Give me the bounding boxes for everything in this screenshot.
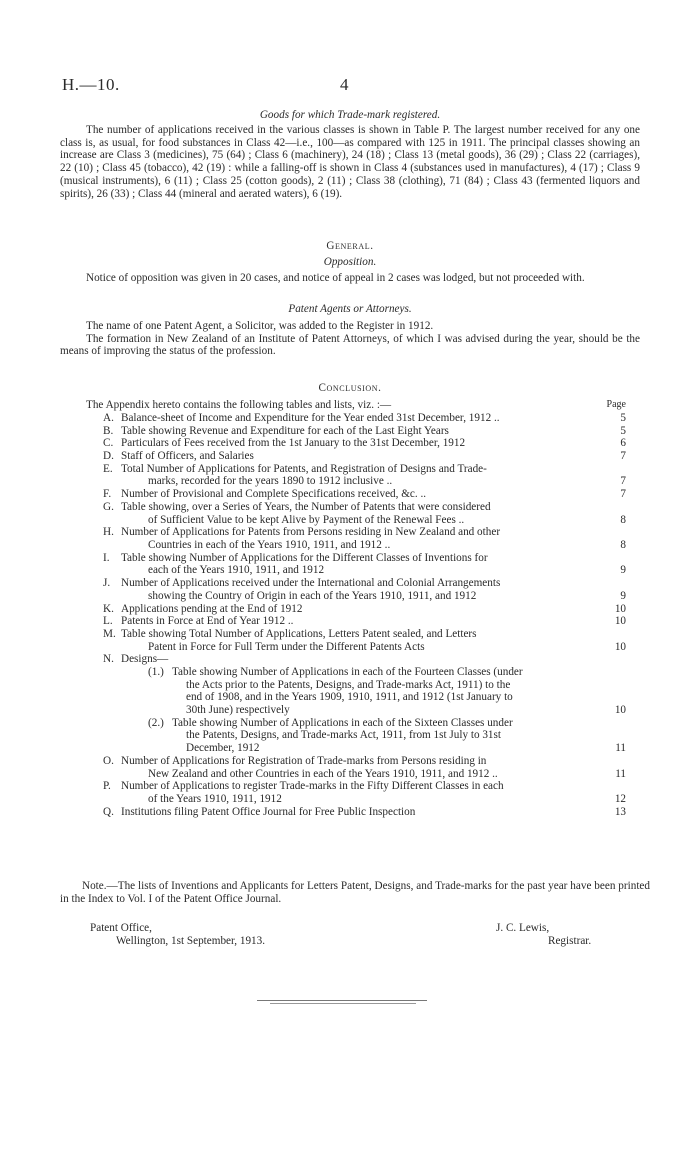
note-paragraph bbox=[60, 880, 650, 905]
appendix-entry-text: Table showing, over a Series of Years, the Number of Patents that were considered bbox=[121, 500, 491, 513]
note-text: Note.—The lists of Inventions and Applicants for Letters Patent, Designs, and Trade-marks for the past year have been printed in the Index to Vol. I of the Patent Office Journal. bbox=[60, 880, 650, 905]
appendix-entry-page: 11 bbox=[615, 742, 626, 755]
appendix-entry-letter: I. bbox=[103, 551, 110, 564]
appendix-entry-letter: J. bbox=[103, 577, 111, 590]
appendix-entry-text: Number of Applications for Registration of Trade-marks from Persons residing in bbox=[121, 754, 487, 767]
appendix-entry-letter: D. bbox=[103, 450, 114, 463]
appendix-entry-letter: C. bbox=[103, 437, 114, 450]
appendix-entry-text: Countries in each of the Years 1910, 1911, and 1912 .. bbox=[148, 538, 391, 551]
appendix-entry-text: Staff of Officers, and Salaries bbox=[121, 450, 254, 463]
opposition-heading: Opposition. bbox=[323, 256, 377, 268]
appendix-entry-text: Number of Applications received under the International and Colonial Arrangements bbox=[121, 577, 501, 590]
appendix-entry-page: 7 bbox=[620, 450, 626, 463]
signoff-name: J. C. Lewis, bbox=[496, 922, 550, 934]
appendix-entry-page: 7 bbox=[620, 475, 626, 488]
appendix-entry-letter: (2.) bbox=[148, 716, 164, 729]
appendix-entry-text: New Zealand and other Countries in each of the Years 1910, 1911, and 1912 .. bbox=[148, 767, 498, 780]
appendix-entry-letter: E. bbox=[103, 462, 113, 475]
appendix-intro-line bbox=[86, 399, 626, 411]
page-number: 4 bbox=[340, 75, 349, 94]
appendix-entry-text: Total Number of Applications for Patents, and Registration of Designs and Trade- bbox=[121, 462, 487, 475]
appendix-entry-text: Institutions filing Patent Office Journal for Free Public Inspection bbox=[121, 805, 416, 818]
appendix-entry-page: 9 bbox=[620, 589, 626, 602]
goods-paragraph bbox=[60, 124, 640, 200]
appendix-entry-text: Designs— bbox=[121, 653, 169, 666]
appendix-entry-text: of the Years 1910, 1911, 1912 bbox=[148, 792, 282, 805]
appendix-entry-page: 8 bbox=[620, 513, 626, 526]
agents-body-2: The formation in New Zealand of an Institute of Patent Attorneys, of which I was advised during the year, should be the means of improving the status of the profession. bbox=[60, 332, 640, 358]
appendix-entry-text: Patent in Force for Full Term under the Different Patents Acts bbox=[148, 640, 425, 653]
appendix-entry-text: the Patents, Designs, and Trade-marks Act, 1911, from 1st July to 31st bbox=[186, 729, 501, 742]
opposition-body: Notice of opposition was given in 20 cases, and notice of appeal in 2 cases was lodged, but not proceeded with. bbox=[86, 272, 585, 284]
document-reference: H.—10. bbox=[62, 75, 120, 94]
opposition-paragraph bbox=[60, 272, 640, 285]
page-column-label: Page bbox=[606, 399, 626, 410]
appendix-entry-text: Table showing Revenue and Expenditure for each of the Last Eight Years bbox=[121, 424, 449, 437]
appendix-entry-letter: H. bbox=[103, 526, 114, 539]
appendix-entry-page: 10 bbox=[614, 640, 626, 653]
agents-heading: Patent Agents or Attorneys. bbox=[288, 303, 412, 315]
appendix-entry-page: 13 bbox=[614, 805, 626, 818]
appendix-entry-page: 12 bbox=[614, 792, 626, 805]
general-heading: General. bbox=[326, 240, 374, 252]
goods-body: The number of applications received in the various classes is shown in Table P. The largest number received for any one class is, as usual, for food substances in Class 42—i.e., 100—as compared with 125 in 1911. The principal classes showing an increase are Class 3 (medicines), 75 (64) ; Class 6 (machinery), 24 (18) ; Class 13 (metal goods), 36 (29) ; Class 22 (carriages), 22 (10) ; Class 45 (tobacco), 42 (19) : while a falling-off is shown in Class 4 (substances used in manufactures), 4 (17) ; Class 9 (musical instruments), 6 (11) ; Class 25 (cotton goods), 2 (11) ; Class 38 (clothing), 71 (84) ; Class 43 (fermented liquors and spirits), 26 (33) ; Class 44 (mineral and aerated waters), 6 (19). bbox=[60, 124, 640, 200]
appendix-entry-letter: K. bbox=[103, 602, 114, 615]
appendix-entry-text: each of the Years 1910, 1911, and 1912 bbox=[148, 564, 325, 577]
appendix-entry-page: 10 bbox=[614, 704, 626, 717]
appendix-entry-text: Number of Provisional and Complete Specifications received, &c. .. bbox=[121, 488, 427, 501]
appendix-entry-letter: O. bbox=[103, 754, 114, 767]
appendix-entry-text: Table showing Number of Applications in each of the Sixteen Classes under bbox=[172, 716, 513, 729]
appendix-entry-text: Particulars of Fees received from the 1st January to the 31st December, 1912 bbox=[121, 437, 466, 450]
appendix-entry-text: Table showing Number of Applications in each of the Fourteen Classes (under bbox=[172, 666, 523, 678]
appendix-entry-letter: M. bbox=[103, 627, 116, 640]
appendix-entry-page: 8 bbox=[620, 538, 626, 551]
appendix-entry-page: 10 bbox=[614, 615, 626, 628]
appendix-entry-letter: L. bbox=[103, 615, 113, 628]
appendix-entry-letter: F. bbox=[103, 488, 112, 501]
closing-rule bbox=[257, 1000, 427, 1001]
appendix-entry-text: Patents in Force at End of Year 1912 .. bbox=[121, 615, 294, 628]
appendix-entry-letter: (1.) bbox=[148, 666, 164, 678]
appendix-entry-page: 5 bbox=[620, 412, 626, 424]
appendix-intro: The Appendix hereto contains the following tables and lists, viz. :— bbox=[86, 399, 392, 411]
agents-body-1: The name of one Patent Agent, a Solicitor, was added to the Register in 1912. bbox=[86, 320, 434, 332]
appendix-entry-text: end of 1908, and in the Years 1909, 1910, 1911, and 1912 (1st January to bbox=[186, 691, 513, 704]
appendix-entry-page: 9 bbox=[620, 564, 626, 577]
conclusion-heading: Conclusion. bbox=[318, 382, 382, 394]
appendix-entry-page: 7 bbox=[620, 488, 626, 501]
appendix-entry-letter: B. bbox=[103, 424, 114, 437]
signoff-place-date: Wellington, 1st September, 1913. bbox=[116, 935, 266, 947]
appendix-entry-text: December, 1912 bbox=[186, 742, 260, 755]
appendix-entry-page: 11 bbox=[615, 767, 626, 780]
appendix-entry-text: 30th June) respectively bbox=[186, 704, 290, 717]
appendix-entry-page: 6 bbox=[620, 437, 626, 450]
appendix-entry-letter: A. bbox=[103, 412, 114, 424]
appendix-entry-letter: P. bbox=[103, 780, 111, 793]
appendix-entry-letter: G. bbox=[103, 500, 114, 513]
agents-paragraph bbox=[60, 320, 640, 358]
appendix-entry-text: Number of Applications to register Trade-marks in the Fifty Different Classes in each bbox=[121, 780, 504, 793]
goods-heading: Goods for which Trade-mark registered. bbox=[259, 109, 441, 121]
closing-rule-inner bbox=[270, 1003, 416, 1004]
appendix-entry-text: showing the Country of Origin in each of the Years 1910, 1911, and 1912 bbox=[148, 589, 477, 602]
signoff-title: Registrar. bbox=[548, 935, 592, 947]
appendix-entry-text: Applications pending at the End of 1912 bbox=[121, 602, 303, 615]
appendix-entry-text: Table showing Number of Applications for the Different Classes of Inventions for bbox=[121, 551, 488, 564]
appendix-entry-text: the Acts prior to the Patents, Designs, and Trade-marks Act, 1911) to the bbox=[186, 678, 511, 691]
appendix-entry-text: of Sufficient Value to be kept Alive by Payment of the Renewal Fees .. bbox=[148, 513, 465, 526]
signoff-office: Patent Office, bbox=[90, 922, 152, 934]
appendix-entry-text: Number of Applications for Patents from Persons residing in New Zealand and other bbox=[121, 526, 501, 539]
appendix-entry-text: Table showing Total Number of Applications, Letters Patent sealed, and Letters bbox=[121, 627, 477, 640]
appendix-entry-page: 10 bbox=[614, 602, 626, 615]
appendix-entry-page: 5 bbox=[620, 424, 626, 437]
appendix-entry-text: Balance-sheet of Income and Expenditure for the Year ended 31st December, 1912 .. bbox=[121, 412, 500, 424]
appendix-entry-letter: Q. bbox=[103, 805, 114, 818]
appendix-entry-letter: N. bbox=[103, 653, 114, 666]
appendix-entry-text: marks, recorded for the years 1890 to 1912 inclusive .. bbox=[148, 475, 393, 488]
